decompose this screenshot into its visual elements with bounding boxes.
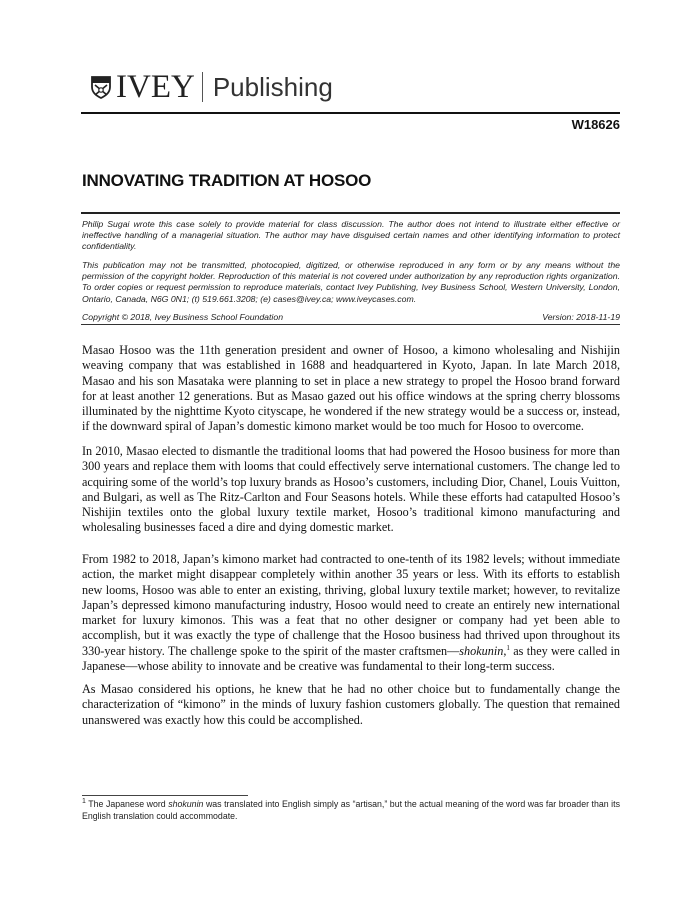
logo-publishing-text: Publishing [212,72,333,102]
body-paragraph: As Masao considered his options, he knew that he had no other choice but to fundamentally change the characterization of “kimono” in the minds of luxury fashion customers globally. The question that remained unanswered was exactly how this could be accomplished. [82,682,620,727]
footnote-text: The Japanese word [85,799,169,809]
body-paragraph: In 2010, Masao elected to dismantle the traditional looms that had powered the Hosoo business for more than 300 years and replace them with looms that could effectively serve international customers. The change led to acquiring some of the world’s top luxury brands as Hosoo’s customers, including Dior, Chanel, Louis Vuitton, and Bulgari, as well as The Ritz-Carlton and Four Seasons hotels. While these efforts had catapulted Hosoo’s Nishijin textiles onto the global luxury textile market, Hosoo’s traditional kimono manufacturing and wholesaling businesses faced a dire and dying domestic market. [82,444,620,535]
punctuation: , [503,643,507,658]
footnote-reference[interactable]: 1 [506,643,510,652]
paragraph-text: From 1982 to 2018, Japan’s kimono market had contracted to one-tenth of its 1982 levels; without immediate action, the market might disappear completely within another 35 years or less. With its efforts to establish new looms, Hosoo was able to enter an existing, thriving, global luxury textile market; however, to revitalize Japan’s depressed kimono manufacturing industry, Hosoo would need to create an entirely new international market for luxury kimonos. This was a feat that no other designer or company had yet been able to accomplish, but it was exactly the type of challenge that the Hosoo business had thrived upon throughout its 330-year history. The challenge spoke to the spirit of the master craftsmen— [82,552,620,658]
italic-term: shokunin [168,799,204,809]
title-rule [81,212,620,214]
footnote-number: 1 [82,798,86,806]
paragraph-text: as they were called in Japanese—whose ability to innovate and be creative was fundamental to their long-term success. [82,643,620,674]
body-paragraph [82,552,620,674]
body-paragraph: Masao Hosoo was the 11th generation president and owner of Hosoo, a kimono wholesaling and Nishijin weaving company that was established in 1688 and headquartered in Kyoto, Japan. In late March 2018, Masao and his son Masataka were planning to set in place a new strategy to propel the Hosoo brand forward for at least another 12 generations. But as Masao gazed out his office windows at the spring cherry blossoms illuminated by the nighttime Kyoto cityscape, he wondered if the new strategy would be a success or, instead, if the downward spiral of Japan’s domestic kimono market would be too much for Hosoo to overcome. [82,343,620,434]
copyright-notice: This publication may not be transmitted, photocopied, digitized, or otherwise reproduced in any form or by any means without the permission of the copyright holder. Reproduction of this material is not covered under authorization by any reproduction rights organization. To order copies or request permission to reproduce materials, contact Ivey Publishing, Ivey Business School, Western University, London, Ontario, Canada, N6G 0N1; (t) 519.661.3208; (e) cases@ivey.ca; www.iveycases.com. [82,260,620,304]
footnote [82,799,620,822]
case-number: W18626 [571,117,620,132]
italic-term: shokunin [459,643,504,658]
ivey-crest-icon [91,75,111,99]
logo-brand-text: IVEY [116,69,195,105]
case-title: INNOVATING TRADITION AT HOSOO [82,171,372,190]
copyright-row [82,312,620,322]
copyright-rule [81,324,620,325]
header-rule [81,112,620,114]
copyright-text: Copyright © 2018, Ivey Business School Foundation [82,312,284,322]
author-disclaimer: Philip Sugai wrote this case solely to provide material for class discussion. The author does not intend to illustrate either effective or ineffective handling of a managerial situation. The author may have disguised certain names and other identifying information to protect confidentiality. [82,219,620,252]
ivey-publishing-logo [91,70,333,104]
footnote-rule [82,795,248,796]
logo-separator [202,72,203,102]
footnote-text: was translated into English simply as “artisan,” but the actual meaning of the word was far broader than its English translation could accommodate. [82,799,620,821]
version-text: Version: 2018-11-19 [542,312,620,322]
